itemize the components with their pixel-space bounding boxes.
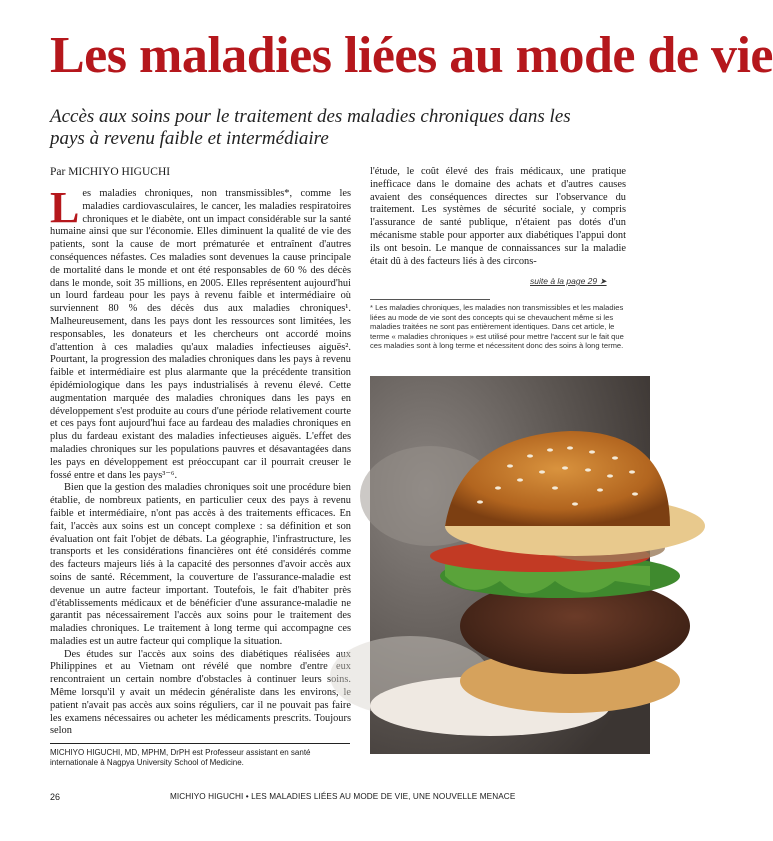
paragraph-3: Des études sur l'accès aux soins des diabétiques réalisées aux Philippines et au Vietnam ont révélé que nombre d'entre eux rencontraient un certain nombre d'obstacles à continuer leurs soins. Même lorsqu'il y avait un médecin généraliste dans les environs, le patient n'avait pas accès aux soins réguliers, car il ne pouvait pas faire les examens nécessaires ou acheter les médicaments prescrits. Toujours selon <box>50 648 351 737</box>
author-note: MICHIYO HIGUCHI, MD, MPHM, DrPH est Professeur assistant en santé internationale à Nagpya University School of Medicine. <box>50 748 311 767</box>
author-divider <box>50 743 350 744</box>
article-subtitle: Accès aux soins pour le traitement des maladies chroniques dans les pays à revenu faible et intermédiaire <box>50 106 571 149</box>
drop-cap: L <box>50 183 80 232</box>
burger-image <box>370 376 650 754</box>
footnote: * Les maladies chroniques, les maladies non transmissibles et les maladies liées au mode de vie sont des concepts qui se chevauchent même si les maladies traitées ne sont pas entièrement identiques. Dans cet article, le terme « maladies chroniques » est utilisé pour mettre l'accent sur le fait que ces maladies sont à long terme et nécessitent donc des soins à long terme. <box>370 303 624 351</box>
footnote-divider <box>370 299 490 300</box>
continued-link[interactable]: suite à la page 29 ➤ <box>530 276 607 286</box>
paragraph-2: Bien que la gestion des maladies chroniques soit une procédure bien établie, de nombreux patients, en particulier ceux des pays à revenu faible et intermédiaire, n'ont pas accès à des traitements efficaces. En fait, l'accès aux soins est un concept complexe : sa définition et son évaluation ont fait l'objet de débats. La géographie, l'infrastructure, les transports et les considérations financières ont été considérés comme des facteurs majeurs liés à la capacité des personnes d'avoir accès aux soins de santé. Récemment, la couverture de l'assurance-maladie est devenue un autre facteur important. Toutefois, le fait d'habiter près d'établissements médicaux et de bénéficier d'une assurance-maladie ne garantit pas nécessairement l'accès aux soins pour le traitement des maladies chroniques. Le traitement à long terme qui accompagne ces maladies est un autre facteur qui complique la situation. <box>50 482 351 647</box>
page-number: 26 <box>50 792 61 802</box>
article-title: Les maladies liées au mode de vie <box>50 27 773 84</box>
right-column <box>370 166 626 268</box>
byline: Par MICHIYO HIGUCHI <box>50 166 171 178</box>
paragraph-1: Les maladies chroniques, non transmissibles*, comme les maladies cardiovasculaires, le cancer, les maladies respiratoires chroniques et le diabète, ont un impact considérable sur la santé humaine ainsi que sur l'économie. Elles diminuent la qualité de vie des patients, sont la cause de mort prématurée et entraînent d'autres conséquences néfastes. Ces maladies sont devenues la cause principale de mortalité dans le monde et ont été responsables de 60 % des décès dans le monde, soit 35 millions, en 2005. Elles représentent aujourd'hui un lourd fardeau pour les pays à revenu faible et intermédiaire où surviennent 80 % des décès dus aux maladies chroniques¹. Malheureusement, dans les pays dont les ressources sont limitées, les responsables, les donateurs et les chercheurs ont accordé moins d'attention à ces maladies qu'aux maladies infectieuses aiguës². Pourtant, la progression des maladies chroniques dans les pays à revenu faible et intermédiaire est plus alarmante que la précédente transition épidémiologique dans les pays industrialisés à revenu élevé. Cette augmentation marquée des maladies chroniques dans les pays en développement s'est produite au cours d'une période relativement courte et ces pays font aujourd'hui face au fardeau des maladies chroniques en plus du fardeau existant des maladies infectieuses aiguës. L'effet des maladies chroniques sur les populations pauvres et désavantagées dans les pays en développement est préoccupant car il pourrait creuser le fossé entre et dans les pays³⁻⁶. <box>50 183 351 481</box>
paragraph-right: l'étude, le coût élevé des frais médicaux, une pratique inefficace dans le domaine des achats et d'autres causes avaient des conséquences directes sur l'observance du traitement. Les systèmes de sécurité sociale, y compris l'assurance de santé publique, n'étaient pas dotés d'un mécanisme stable pour apporter aux diabétiques l'appui dont ils ont besoin. Le manque de connaissances sur la maladie était dû à des facteurs liés à des circons- <box>370 166 626 267</box>
burger-photo <box>370 376 650 754</box>
left-column <box>50 183 351 738</box>
running-footer: MICHIYO HIGUCHI • LES MALADIES LIÉES AU MODE DE VIE, UNE NOUVELLE MENACE <box>170 792 516 801</box>
